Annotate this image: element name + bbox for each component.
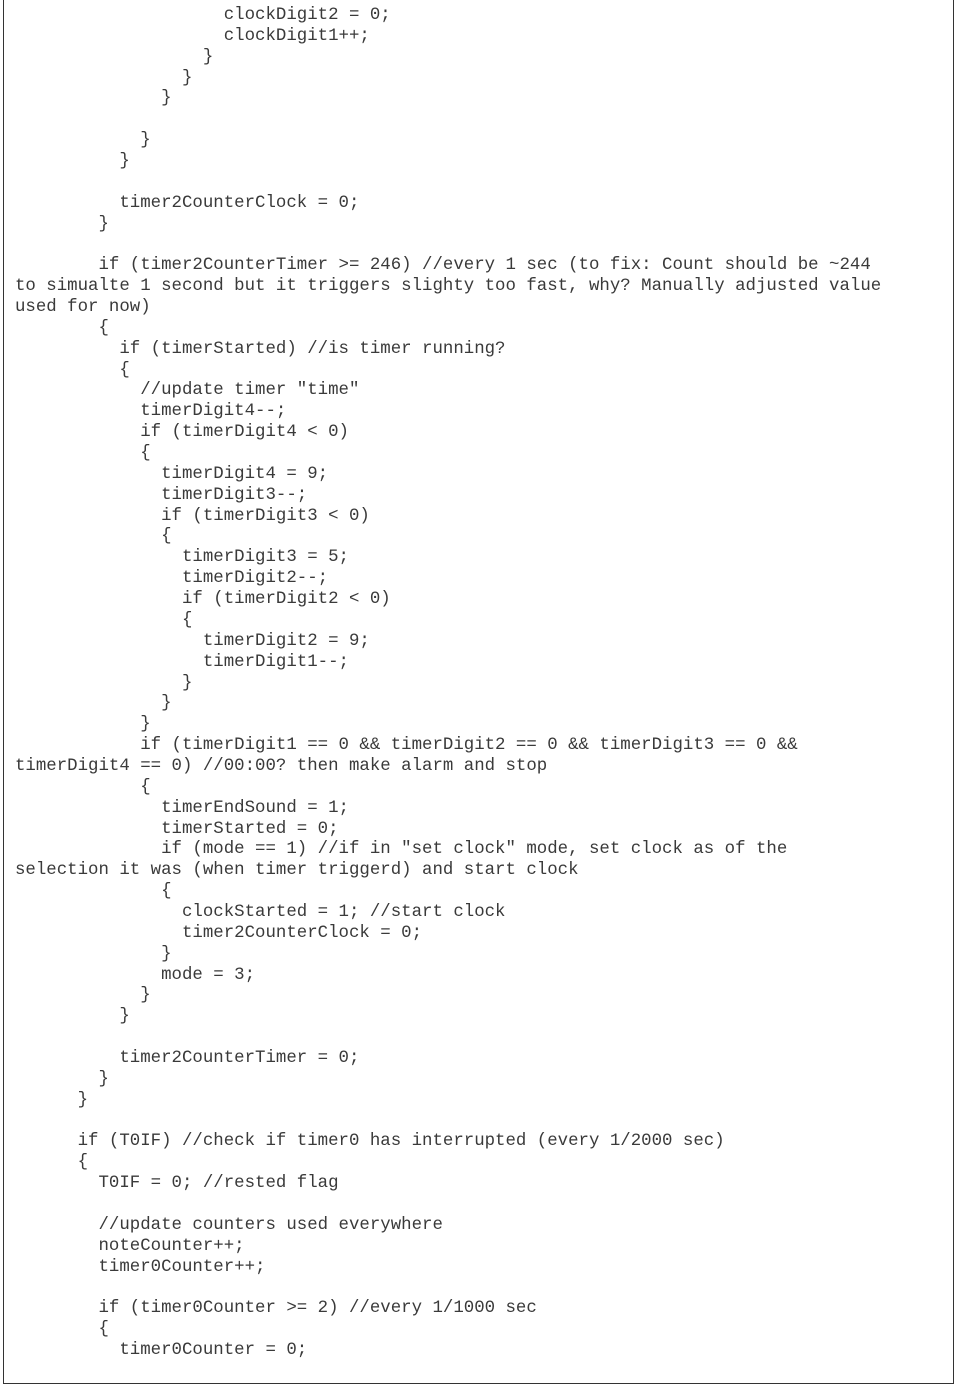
code-line: } bbox=[15, 944, 172, 964]
code-line bbox=[15, 1195, 881, 1216]
code-line: if (timerDigit4 < 0) bbox=[15, 423, 349, 443]
code-line: } bbox=[15, 214, 109, 234]
code-line: //update timer "time" bbox=[15, 381, 360, 401]
code-line: { bbox=[15, 1153, 89, 1173]
code-line: } bbox=[15, 131, 151, 151]
code-line: T0IF = 0; //rested flag bbox=[15, 1174, 339, 1194]
code-line: { bbox=[15, 444, 151, 464]
code-line: timer0Counter++; bbox=[15, 1257, 266, 1277]
code-line: } bbox=[15, 986, 151, 1006]
code-line: } bbox=[15, 1007, 130, 1027]
code-line: timerEndSound = 1; bbox=[15, 798, 349, 818]
code-line: if (mode == 1) //if in "set clock" mode, set clock as of the bbox=[15, 840, 788, 860]
code-line: { bbox=[15, 882, 172, 902]
code-line: if (timerDigit2 < 0) bbox=[15, 590, 391, 610]
code-line: if (T0IF) //check if timer0 has interrupted (every 1/2000 sec) bbox=[15, 1132, 725, 1152]
code-line: } bbox=[15, 694, 172, 714]
code-line: timerDigit4 = 9; bbox=[15, 464, 329, 484]
code-line: } bbox=[15, 68, 193, 88]
code-line: timer2CounterTimer = 0; bbox=[15, 1048, 360, 1068]
code-line: } bbox=[15, 1069, 109, 1089]
code-line: timerDigit4 == 0) //00:00? then make alarm and stop bbox=[15, 756, 548, 776]
code-line: } bbox=[15, 673, 193, 693]
code-line: } bbox=[15, 89, 172, 109]
code-line: timerDigit2--; bbox=[15, 569, 329, 589]
code-line: if (timerDigit1 == 0 && timerDigit2 == 0 && timerDigit3 == 0 && bbox=[15, 736, 798, 756]
code-line: //update counters used everywhere bbox=[15, 1215, 443, 1235]
code-line: timer0Counter = 0; bbox=[15, 1341, 308, 1360]
code-line bbox=[15, 235, 881, 256]
code-line: timerDigit3--; bbox=[15, 485, 308, 505]
code-line: { bbox=[15, 1320, 109, 1340]
code-line: timer2CounterClock = 0; bbox=[15, 193, 360, 213]
code-line: to simualte 1 second but it triggers slighty too fast, why? Manually adjusted value bbox=[15, 277, 882, 297]
code-line: } bbox=[15, 715, 151, 735]
code-line: if (timer0Counter >= 2) //every 1/1000 sec bbox=[15, 1299, 537, 1319]
code-line: mode = 3; bbox=[15, 965, 256, 985]
code-line: timerStarted = 0; bbox=[15, 819, 339, 839]
code-line bbox=[15, 1278, 881, 1299]
code-line: clockStarted = 1; //start clock bbox=[15, 902, 506, 922]
code-line: timerDigit3 = 5; bbox=[15, 548, 349, 568]
code-line: timerDigit2 = 9; bbox=[15, 631, 370, 651]
code-line: clockDigit1++; bbox=[15, 26, 370, 46]
code-line: timerDigit1--; bbox=[15, 652, 349, 672]
code-line: timerDigit4--; bbox=[15, 402, 287, 422]
code-line: } bbox=[15, 1090, 89, 1110]
code-line: selection it was (when timer triggerd) and start clock bbox=[15, 861, 579, 881]
code-line: if (timerStarted) //is timer running? bbox=[15, 339, 506, 359]
code-line bbox=[15, 1028, 881, 1049]
code-line: { bbox=[15, 318, 109, 338]
code-line: if (timer2CounterTimer >= 246) //every 1 sec (to fix: Count should be ~244 bbox=[15, 256, 871, 276]
code-line: noteCounter++; bbox=[15, 1236, 245, 1256]
code-line: timer2CounterClock = 0; bbox=[15, 923, 423, 943]
code-line: clockDigit2 = 0; bbox=[15, 6, 391, 25]
code-line bbox=[15, 110, 881, 131]
code-line bbox=[15, 173, 881, 194]
code-line: } bbox=[15, 47, 214, 67]
code-line: { bbox=[15, 527, 172, 547]
code-line: if (timerDigit3 < 0) bbox=[15, 506, 370, 526]
code-block bbox=[15, 6, 881, 1362]
code-line: { bbox=[15, 777, 151, 797]
code-line: used for now) bbox=[15, 298, 151, 318]
code-line: { bbox=[15, 610, 193, 630]
code-line: { bbox=[15, 360, 130, 380]
code-line: } bbox=[15, 152, 130, 172]
code-line bbox=[15, 1112, 881, 1133]
